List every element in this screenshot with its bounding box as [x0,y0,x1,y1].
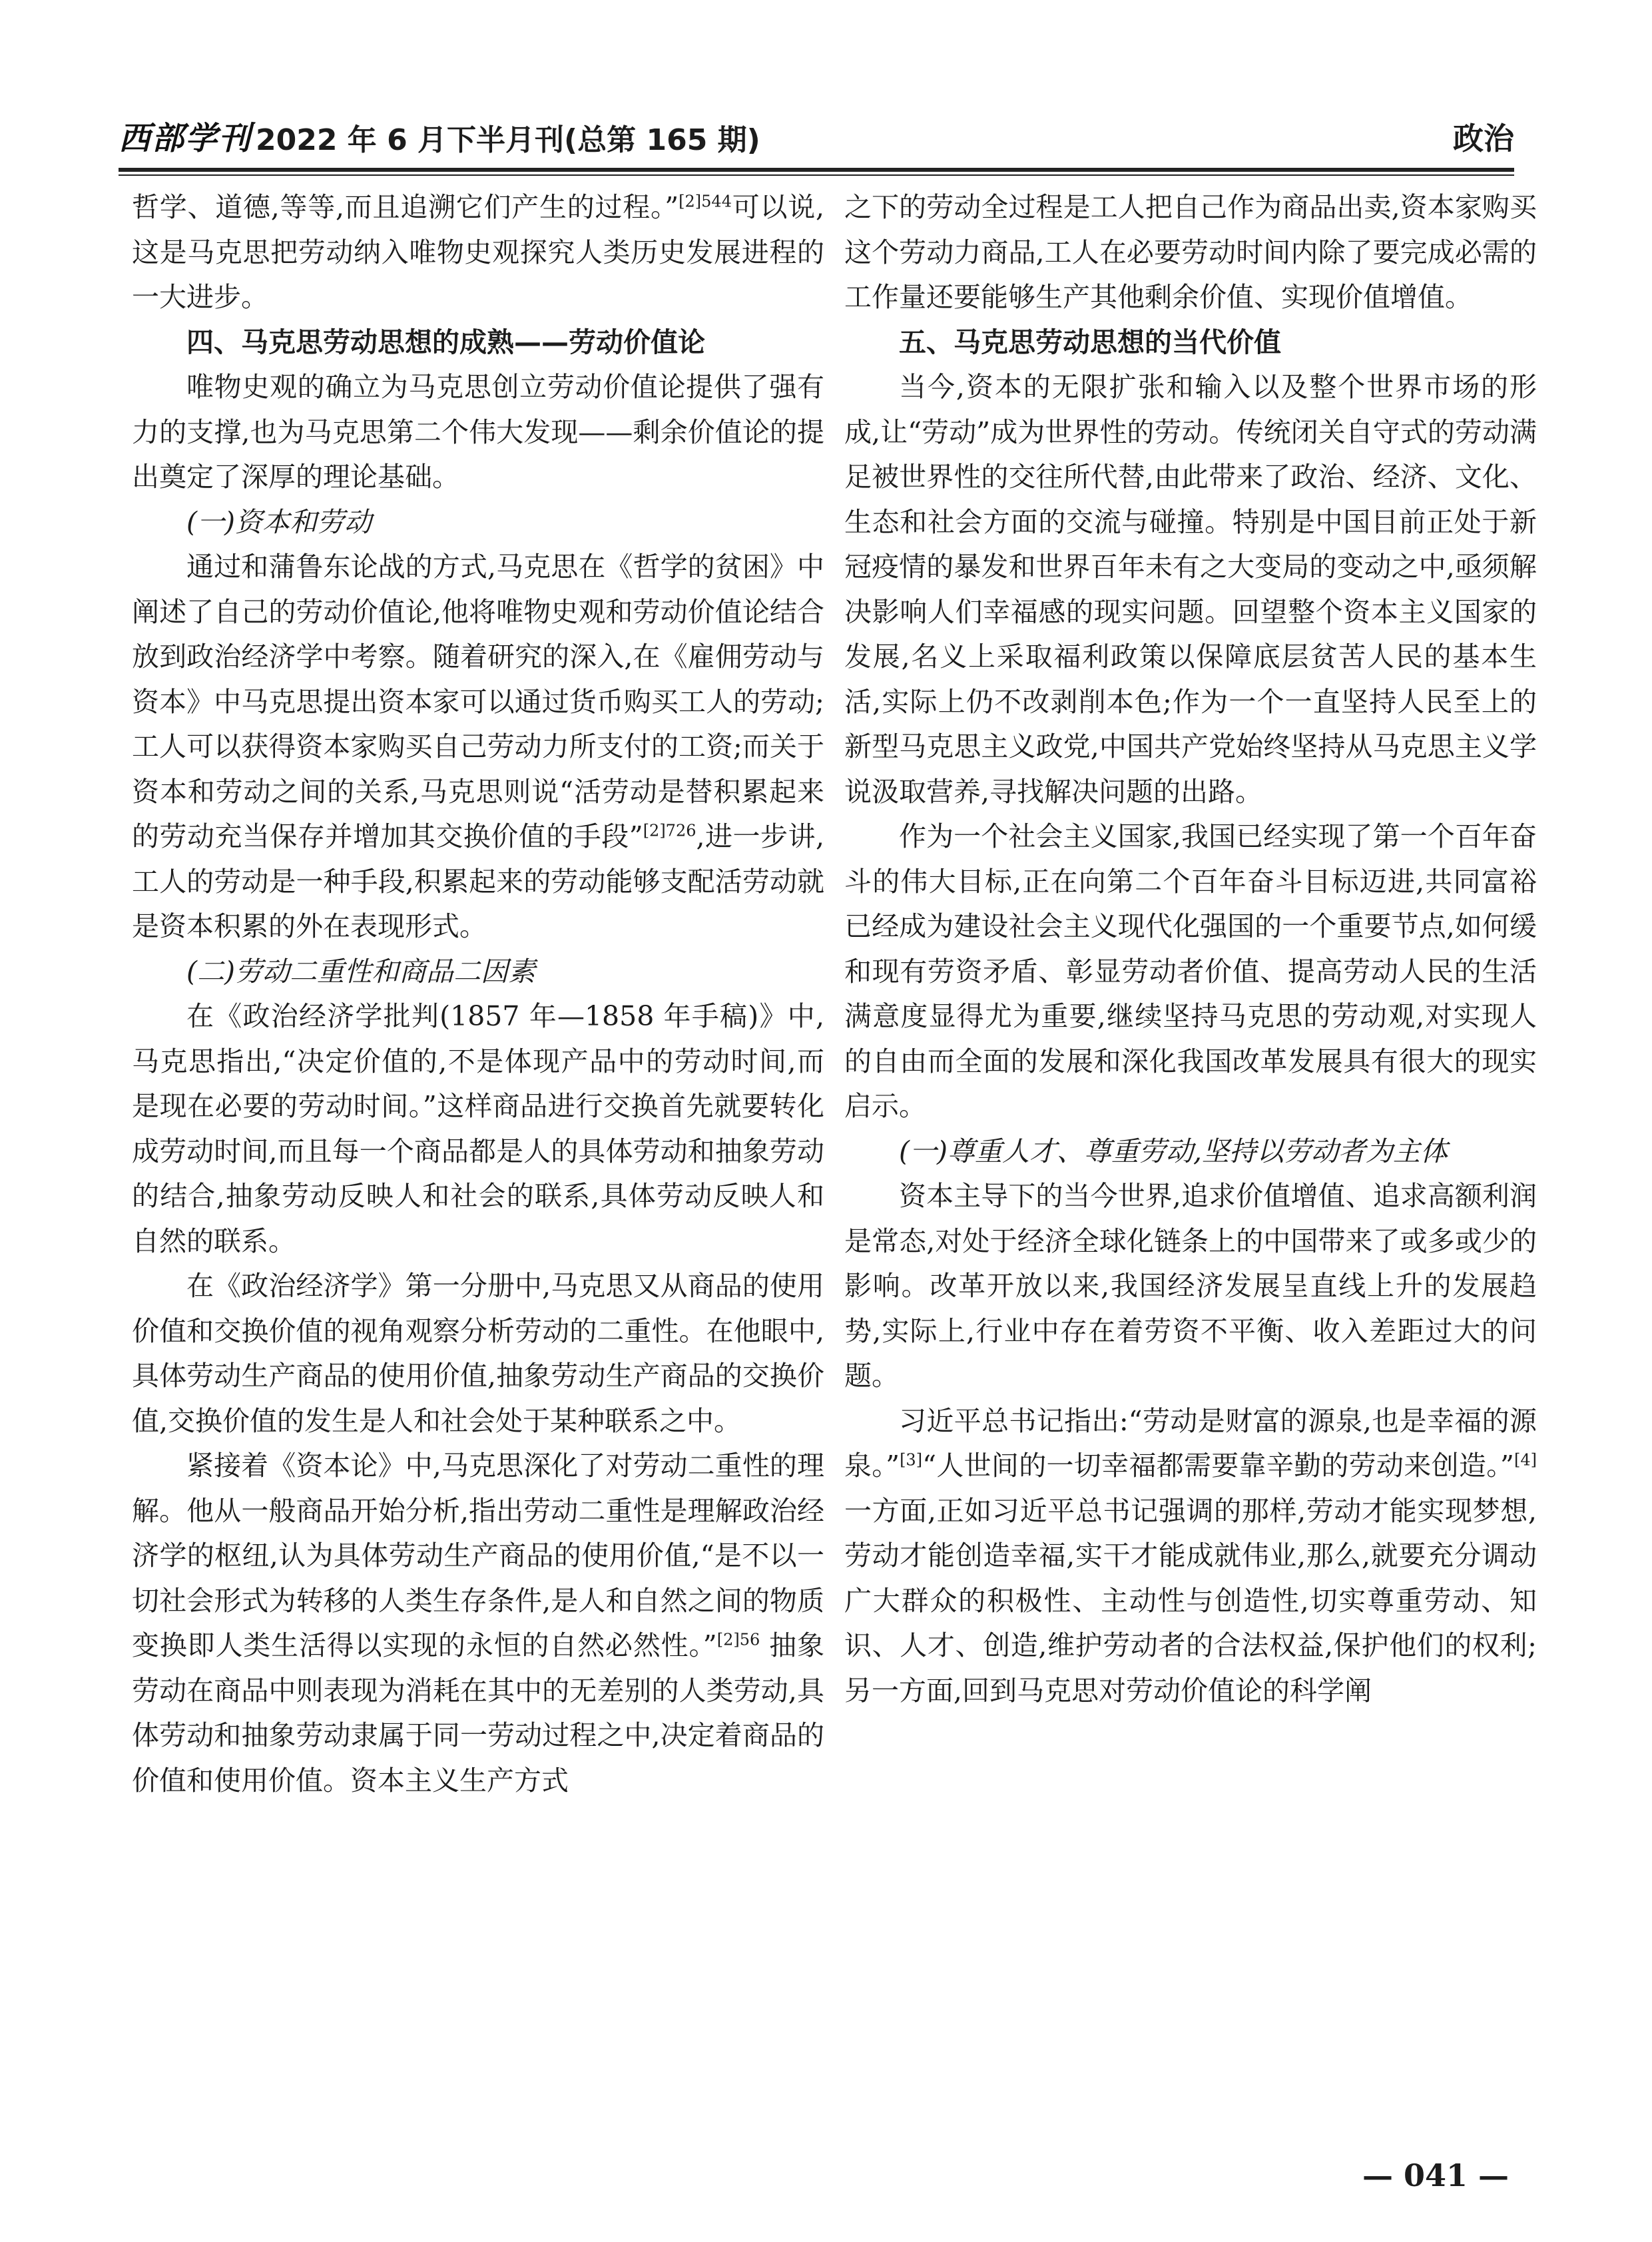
left-column [132,185,824,1803]
paragraph: 作为一个社会主义国家,我国已经实现了第一个百年奋斗的伟大目标,正在向第二个百年奋斗目标迈进,共同富裕已经成为建设社会主义现代化强国的一个重要节点,如何缓和现有劳资矛盾、彰显劳动者价值、提高劳动人民的生活满意度显得尤为重要,继续坚持马克思的劳动观,对实现人的自由而全面的发展和深化我国改革发展具有很大的现实启示。 [844,820,1537,1122]
paragraph: 在《政治经济学批判(1857 年—1858 年手稿)》中,马克思指出,“决定价值的,不是体现产品中的劳动时间,而是现在必要的劳动时间。”这样商品进行交换首先就要转化成劳动时间,而且每一个商品都是人的具体劳动和抽象劳动的结合,抽象劳动反映人和社会的联系,具体劳动反映人和自然的联系。 [132,1000,824,1257]
header-rule-thin [119,174,1514,176]
paragraph: 当今,资本的无限扩张和输入以及整个世界市场的形成,让“劳动”成为世界性的劳动。传统闭关自守式的劳动满足被世界性的交往所代替,由此带来了政治、经济、文化、生态和社会方面的交流与碰撞。特别是中国目前正处于新冠疫情的暴发和世界百年未有之大变局的变动之中,亟须解决影响人们幸福感的现实问题。回望整个资本主义国家的发展,名义上采取福利政策以保障底层贫苦人民的基本生活,实际上仍不改剥削本色;作为一个一直坚持人民至上的新型马克思主义政党,中国共产党始终坚持从马克思主义学说汲取营养,寻找解决问题的出路。 [844,371,1537,808]
citation: [3] [900,1450,923,1470]
page-header [119,112,1514,158]
citation: [2]726 [643,821,696,840]
issue-info: 2022 年 6 月下半月刊(总第 165 期) [256,123,760,157]
paragraph: 紧接着《资本论》中,马克思深化了对劳动二重性的理解。他从一般商品开始分析,指出劳动二重性是理解政治经济学的枢纽,认为具体劳动生产商品的使用价值,“是不以一切社会形式为转移的人类生存条件,是人和自然之间的物质变换即人类生活得以实现的永恒的自然必然性。”$^{[2]56}$ 抽象劳动在商品中则表现为消耗在其中的无差别的人类劳动,具体劳动和抽象劳动隶属于同一劳动过程之中,决定着商品的价值和使用价值。资本主义生产方式 [132,1450,824,1797]
right-column [844,185,1537,1713]
header-rule-thick [119,168,1514,172]
section-heading-4: 四、马克思劳动思想的成熟——劳动价值论 [186,326,705,358]
paragraph: 哲学、道德,等等,而且追溯它们产生的过程。”$^{[2]544}$可以说,这是马克思把劳动纳入唯物史观探究人类历史发展进程的一大进步。 [132,191,824,313]
subsection-heading: (一)资本和劳动 [186,505,372,538]
section-heading-5: 五、马克思劳动思想的当代价值 [899,326,1281,358]
paragraph: 资本主导下的当今世界,追求价值增值、追求高额利润是常态,对处于经济全球化链条上的中国带来了或多或少的影响。改革开放以来,我国经济发展呈直线上升的发展趋势,实际上,行业中存在着劳资不平衡、收入差距过大的问题。 [844,1180,1537,1392]
paragraph: 唯物史观的确立为马克思创立劳动价值论提供了强有力的支撑,也为马克思第二个伟大发现——剩余价值论的提出奠定了深厚的理论基础。 [132,371,824,493]
citation: [4] [1514,1450,1537,1470]
header-left [119,113,760,158]
subsection-heading: (一)尊重人才、尊重劳动,坚持以劳动者为主体 [899,1135,1448,1167]
page-number: — 041 — [1362,2157,1509,2193]
citation: [2]544 [679,192,732,211]
paragraph: 在《政治经济学》第一分册中,马克思又从商品的使用价值和交换价值的视角观察分析劳动的二重性。在他眼中,具体劳动生产商品的使用价值,抽象劳动生产商品的交换价值,交换价值的发生是人和社会处于某种联系之中。 [132,1270,824,1437]
subsection-heading: (二)劳动二重性和商品二因素 [186,955,535,987]
journal-logo: 西部学刊 [119,120,252,157]
citation: [2]56 [716,1630,760,1649]
section-title: 政治 [1453,121,1514,156]
paragraph: 习近平总书记指出:“劳动是财富的源泉,也是幸福的源泉。”[3]“人世间的一切幸福都需要靠辛勤的劳动来创造。”[4]一方面,正如习近平总书记强调的那样,劳动才能实现梦想,劳动才能创造幸福,实干才能成就伟业,那么,就要充分调动广大群众的积极性、主动性与创造性,切实尊重劳动、知识、人才、创造,维护劳动者的合法权益,保护他们的权利;另一方面,回到马克思对劳动价值论的科学阐 [844,1404,1537,1707]
paragraph: 之下的劳动全过程是工人把自己作为商品出卖,资本家购买这个劳动力商品,工人在必要劳动时间内除了要完成必需的工作量还要能够生产其他剩余价值、实现价值增值。 [844,191,1537,313]
paragraph: 通过和蒲鲁东论战的方式,马克思在《哲学的贫困》中阐述了自己的劳动价值论,他将唯物史观和劳动价值论结合放到政治经济学中考察。随着研究的深入,在《雇佣劳动与资本》中马克思提出资本家可以通过货币购买工人的劳动;工人可以获得资本家购买自己劳动力所支付的工资;而关于资本和劳动之间的关系,马克思则说“活劳动是替积累起来的劳动充当保存并增加其交换价值的手段”$^{[2]726}$,进一步讲,工人的劳动是一种手段,积累起来的劳动能够支配活劳动就是资本积累的外在表现形式。 [132,551,824,942]
